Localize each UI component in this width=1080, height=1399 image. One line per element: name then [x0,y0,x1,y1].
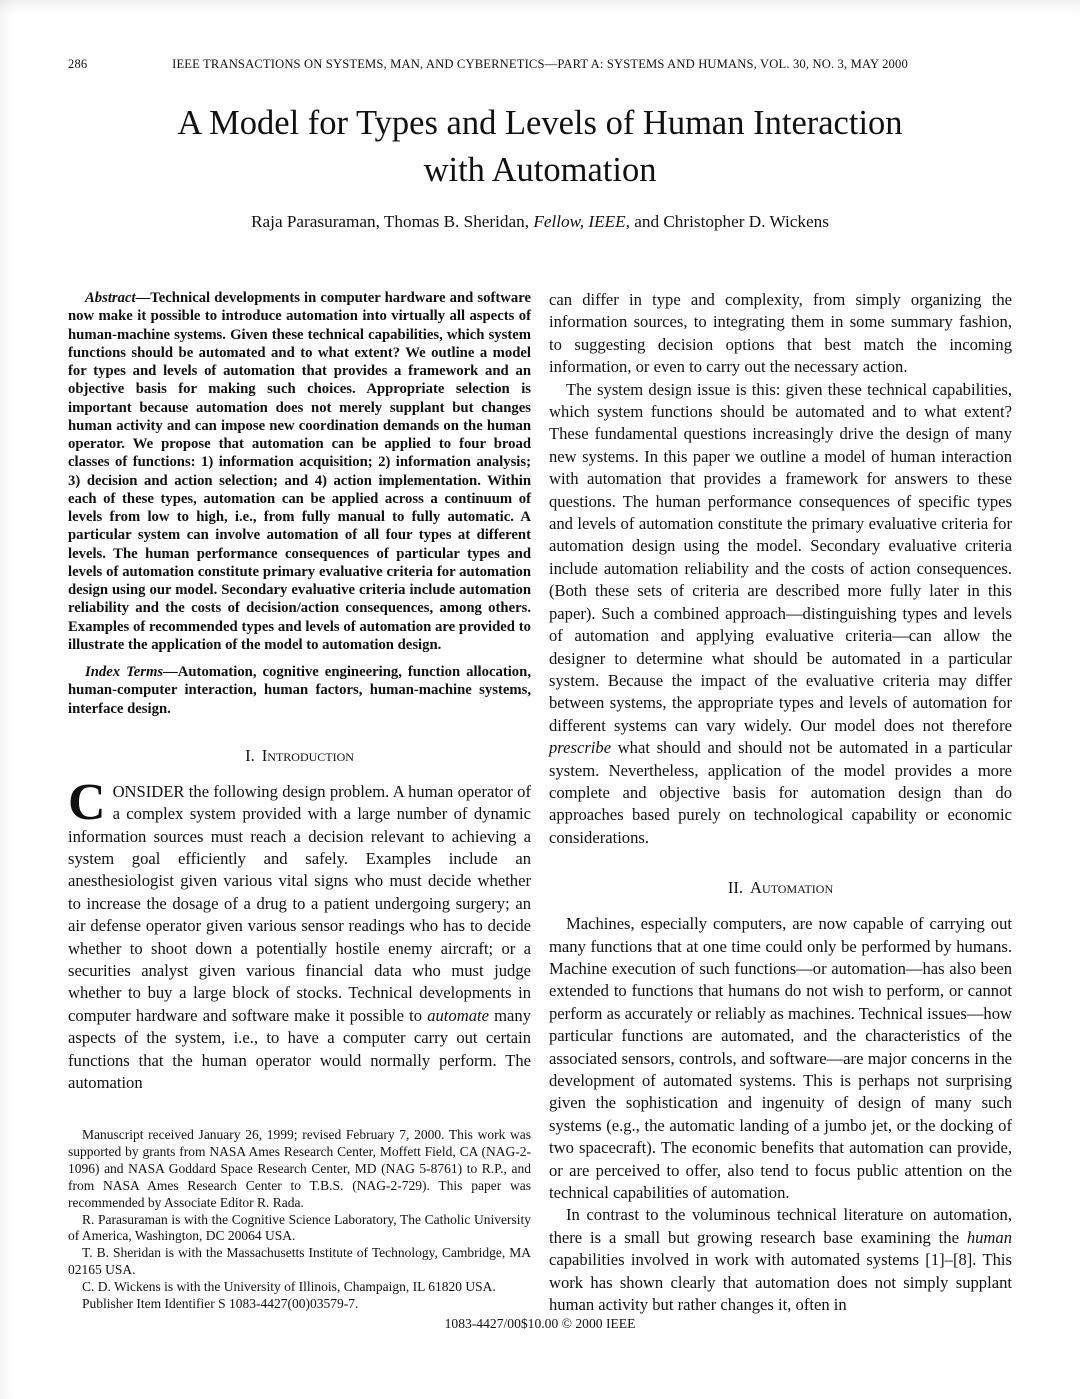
paper-title-line2: with Automation [423,151,657,189]
column-left [68,289,531,1313]
footnote-publisher-id: Publisher Item Identifier S 1083-4427(00)03579-7. [82,1296,359,1312]
section-heading-automation [549,878,1012,898]
abstract-text: Technical developments in computer hardware and software now make it possible to introduce automation into virtually all aspects of human-machine systems. Given these technical capabilities, which system functions should be automated and to what extent? We outline a model for types and levels of automation that provides a framework and an objective basis for making such choices. Appropriate selection is important because automation does not merely supplant but changes human activity and can impose new coordination demands on the human operator. We propose that automation can be applied to four broad classes of functions: 1) information acquisition; 2) information analysis; 3) decision and action selection; and 4) action implementation. Within each of these types, automation can be applied across a continuum of levels from low to high, i.e., from fully manual to fully automatic. A particular system can involve automation of all four types at different levels. The human performance consequences of particular types and levels of automation constitute primary evaluative criteria for automation design using our model. Secondary evaluative criteria include automation reliability and the costs of decision/action consequences, among others. Examples of recommended types and levels of automation are provided to illustrate the application of the model to automation design. [68,290,531,653]
footnote-block [68,1127,531,1313]
section2-title: Automation [750,878,834,898]
drop-cap: C [68,773,106,831]
running-head [68,57,1012,72]
section1-number: I. [245,745,255,765]
abstract-paragraph [68,289,531,654]
section1-title: Introduction [261,745,354,765]
footnote-author-2: T. B. Sheridan is with the Massachusetts Institute of Technology, Cambridge, MA 02165 USA. [68,1245,531,1278]
footnote-funding: Manuscript received January 26, 1999; revised February 7, 2000. This work was supported by grants from NASA Ames Research Center, Moffett Field, CA (NAG-2-1096) and NASA Goddard Space Research Center, MD (NAG 5-8761) to R.P., and from NASA Ames Research Center to T.B.S. (NAG-2-729). This paper was recommended by Associate Editor R. Rada. [68,1127,531,1210]
intro-paragraph [68,773,531,1095]
two-column-body [68,289,1012,1313]
paragraph-continuation: can differ in type and complexity, from simply organizing the information sources, to integrating them in some summary fashion, to suggesting decision options that best match the incoming information, or even to carry out the necessary action. [549,290,1012,377]
paragraph-machines: Machines, especially computers, are now capable of carrying out many functions that at one time could only be performed by humans. Machine execution of such functions—or automation—has also been extended to functions that humans do not wish to perform, or cannot perform as accurately or reliably as machines. Technical issues—how particular functions are automated, and the characteristics of the associated sensors, controls, and software—are major concerns in the development of automated systems. This is perhaps not surprising given the sophistication and ingenuity of design of many such systems (e.g., the automatic landing of a jumbo jet, or the docking of two spacecraft). The economic benefits that automation can provide, or are perceived to offer, also tend to focus public attention on the technical capabilities of automation. [549,914,1012,1203]
index-terms-paragraph [68,663,531,718]
author-line: Raja Parasuraman, Thomas B. Sheridan, Fellow, IEEE, and Christopher D. Wickens [251,212,829,231]
footnote-author-1: R. Parasuraman is with the Cognitive Science Laboratory, The Catholic University of America, Washington, DC 20064 USA. [68,1211,531,1244]
page-number: 286 [68,57,88,71]
section2-number: II. [727,878,744,898]
paper-title [40,100,1040,194]
footer-copyright: 1083-4427/00$10.00 © 2000 IEEE [444,1316,636,1331]
paper-title-line1: A Model for Types and Levels of Human Interaction [177,104,903,142]
column-right [549,289,1012,1313]
paragraph-design-issue: The system design issue is this: given these technical capabilities, which system functions should be automated and to what extent? These fundamental questions increasingly drive the design of many new systems. In this paper we outline a model of human interaction with automation that provides a framework for answers to these questions. The human performance consequences of specific types and levels of automation constitute the primary evaluative criteria for automation design using the model. Secondary evaluative criteria include automation reliability and the costs of action consequences. (Both these sets of criteria are described more fully later in this paper). Such a combined approach—distinguishing types and levels of automation and applying evaluative criteria—can allow the designer to determine what should be automated in a particular system. Because the impact of the evaluative criteria may differ between systems, the appropriate types and levels of automation for different systems can vary widely. Our model does not therefore prescribe what should and should not be automated in a particular system. Nevertheless, application of the model provides a more complete and objective basis for automation design than do approaches based purely on technological capability or economic considerations. [549,379,1012,847]
section-heading-introduction [68,746,531,766]
abstract-label: Abstract— [85,290,151,306]
journal-title: IEEE TRANSACTIONS ON SYSTEMS, MAN, AND CYBERNETICS—PART A: SYSTEMS AND HUMANS, VOL. 30, NO. 3, MAY 2000 [172,57,908,71]
index-terms-label: Index Terms— [85,664,178,680]
index-terms-text: Automation, cognitive engineering, function allocation, human-computer interaction, human factors, human-machine systems, interface design. [68,664,531,717]
paragraph-contrast: In contrast to the voluminous technical literature on automation, there is a small but growing research base examining the human capabilities involved in work with automated systems [1]–[8]. This work has shown clearly that automation does not simply supplant human activity but rather changes it, often in [549,1205,1012,1315]
footnote-author-3: C. D. Wickens is with the University of Illinois, Champaign, IL 61820 USA. [82,1279,496,1295]
intro-paragraph-text: ONSIDER the following design problem. A human operator of a complex system provided with a large number of dynamic information sources must reach a decision relevant to achieving a system goal efficiently and safely. Examples include an anesthesiologist given various vital signs who must decide whether to increase the dosage of a drug to a patient undergoing surgery; an air defense operator given various sensor readings who has to decide whether to shoot down a potentially hostile enemy aircraft; or a securities analyst given various financial data who must judge whether to buy a large block of stocks. Technical developments in computer hardware and software make it possible to automate many aspects of the system, i.e., to have a computer carry out certain functions that the human operator would normally perform. The automation [68,781,531,1093]
